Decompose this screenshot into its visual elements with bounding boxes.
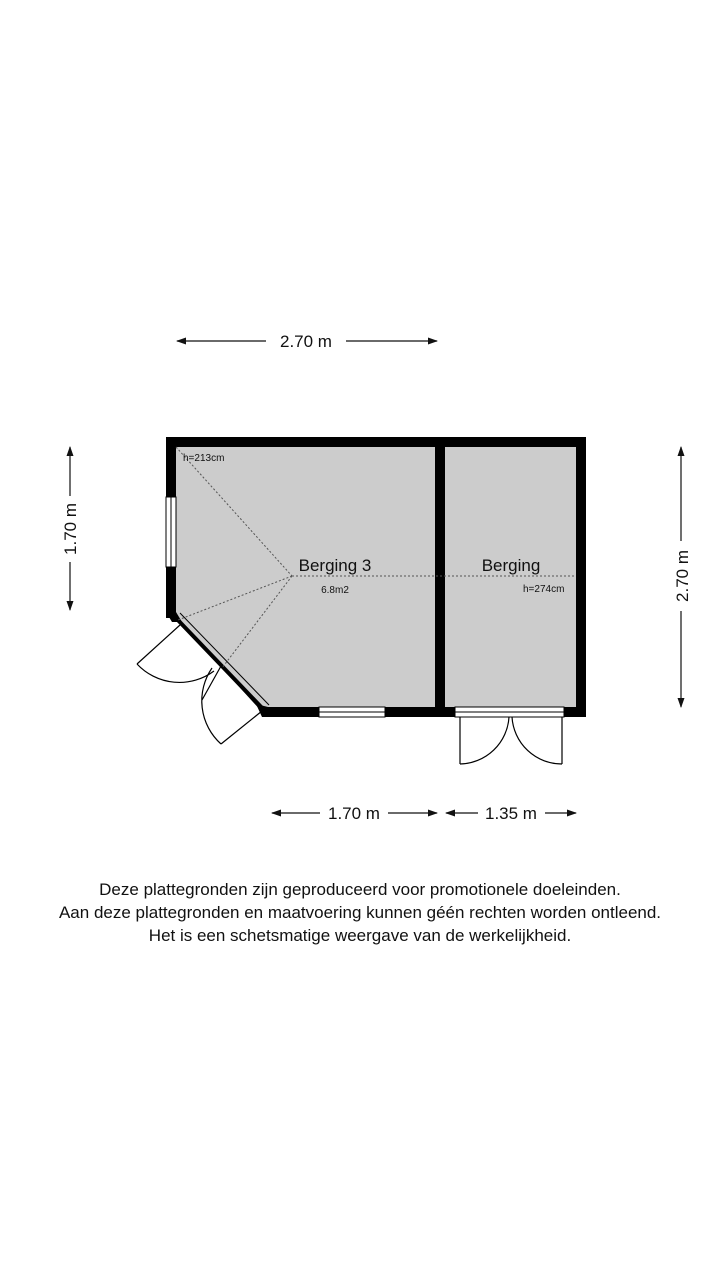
berging-3-floor	[172, 443, 437, 711]
left-wall-lower	[166, 567, 176, 618]
top-wall	[166, 437, 586, 447]
bottom-window	[319, 707, 385, 717]
disclaimer	[0, 878, 720, 947]
dimension-top-width	[177, 332, 437, 351]
ceiling-height-berging-3: h=213cm	[183, 453, 225, 464]
dimension-label-left: 1.70 m	[61, 503, 80, 555]
dimension-bottom-right	[446, 804, 576, 823]
room-label-berging-3: Berging 3	[298, 556, 372, 575]
disclaimer-line-2: Aan deze plattegronden en maatvoering kunnen géén rechten worden ontleend.	[58, 903, 662, 922]
dimension-label-right: 2.70 m	[673, 550, 692, 602]
left-window	[166, 497, 176, 567]
ceiling-height-berging: h=274cm	[523, 584, 565, 595]
dimension-right-height	[673, 447, 692, 707]
room-area-berging-3: 6.8m2	[321, 585, 349, 596]
dimension-label-bottom-left: 1.70 m	[328, 804, 380, 823]
dimension-label-bottom-right: 1.35 m	[485, 804, 537, 823]
berging-floor	[444, 443, 580, 711]
disclaimer-line-3: Het is een schetsmatige weergave van de werkelijkheid.	[148, 926, 572, 945]
dimension-bottom-left	[272, 804, 437, 823]
right-wall	[576, 437, 586, 717]
middle-wall	[435, 437, 445, 717]
dimension-label-top: 2.70 m	[280, 332, 332, 351]
bottom-wall-segment-2	[385, 707, 455, 717]
disclaimer-line-1: Deze plattegronden zijn geproduceerd voor promotionele doeleinden.	[99, 880, 621, 899]
room-label-berging: Berging	[481, 556, 541, 575]
bottom-wall-segment-3	[564, 707, 586, 717]
dimension-left-height	[61, 447, 80, 610]
berging-double-door	[455, 707, 564, 764]
left-wall-upper	[166, 437, 176, 497]
bottom-wall-segment-1	[264, 707, 319, 717]
